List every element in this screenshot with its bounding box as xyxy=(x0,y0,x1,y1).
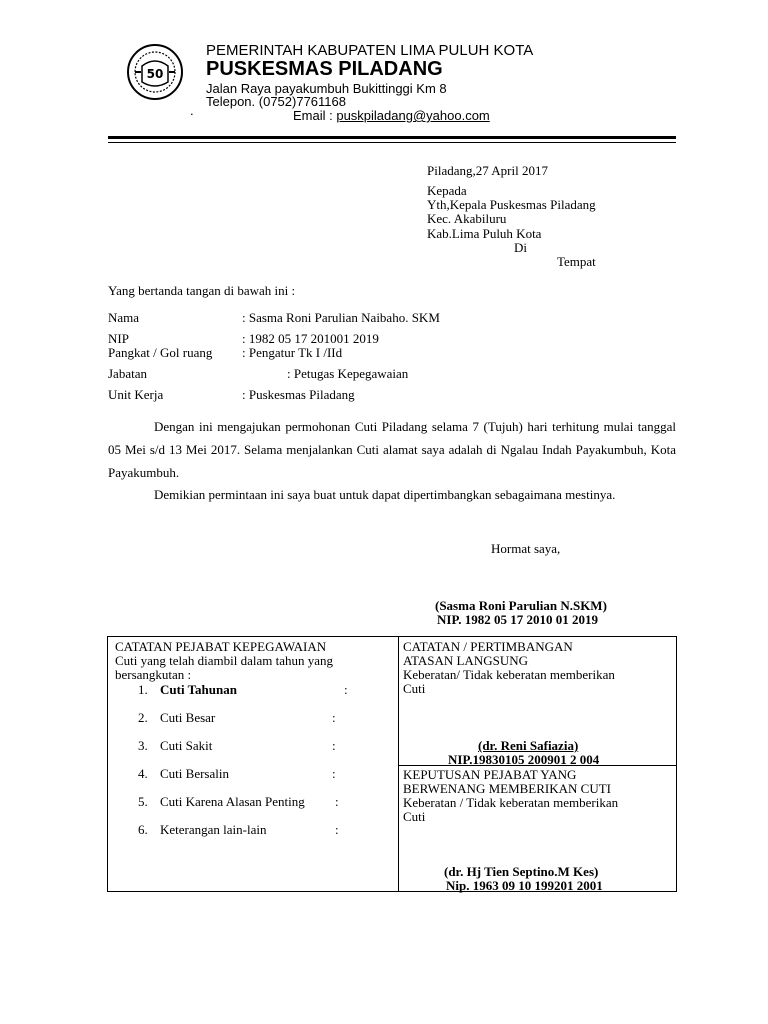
field-pangkat-label: Pangkat / Gol ruang xyxy=(108,345,213,360)
leave-item-label: Cuti Bersalin xyxy=(160,766,229,781)
field-jabatan-value: : Petugas Kepegawaian xyxy=(287,366,409,381)
header-rule-thick xyxy=(108,136,676,139)
recipient-line-4: Kab.Lima Puluh Kota xyxy=(427,226,542,241)
leave-item-colon: : xyxy=(344,682,348,697)
recipient-line-6: Tempat xyxy=(557,254,596,269)
email-line xyxy=(293,108,490,123)
leave-item-num: 3. xyxy=(138,738,148,753)
right-bottom-title-2: BERWENANG MEMBERIKAN CUTI xyxy=(403,781,611,796)
right-top-title-1: CATATAN / PERTIMBANGAN xyxy=(403,639,573,654)
right-bottom-text-1: Keberatan / Tidak keberatan memberikan xyxy=(403,795,619,810)
closing-salutation: Hormat saya, xyxy=(491,541,561,556)
field-nama-value: : Sasma Roni Parulian Naibaho. SKM xyxy=(242,310,440,325)
bullet-dot: . xyxy=(190,103,194,118)
leave-item-num: 4. xyxy=(138,766,148,781)
left-subtitle-2: bersangkutan : xyxy=(115,667,192,682)
regency-seal-logo xyxy=(127,44,183,100)
field-nama-label: Nama xyxy=(108,310,140,325)
email-label: Email : xyxy=(293,108,337,123)
field-unit-label: Unit Kerja xyxy=(108,387,164,402)
right-bottom-text-2: Cuti xyxy=(403,809,426,824)
right-top-text-1: Keberatan/ Tidak keberatan memberikan xyxy=(403,667,615,682)
right-bottom-signer-name: (dr. Hj Tien Septino.M Kes) xyxy=(444,864,599,879)
field-nip-value: : 1982 05 17 201001 2019 xyxy=(242,331,379,346)
intro-text: Yang bertanda tangan di bawah ini : xyxy=(108,283,296,298)
leave-item-colon: : xyxy=(335,822,339,837)
letter-date: Piladang,27 April 2017 xyxy=(427,163,548,178)
left-subtitle-1: Cuti yang telah diambil dalam tahun yang xyxy=(115,653,334,668)
government-name: PEMERINTAH KABUPATEN LIMA PULUH KOTA xyxy=(206,42,534,59)
email-link[interactable]: puskpiladang@yahoo.com xyxy=(336,108,490,123)
right-top-text-2: Cuti xyxy=(403,681,426,696)
recipient-line-1: Kepada xyxy=(427,183,467,198)
right-top-signer-nip: NIP.19830105 200901 2 004 xyxy=(448,752,600,767)
leave-item-colon: : xyxy=(332,766,336,781)
table-vertical-divider xyxy=(398,637,399,891)
header-rule-thin xyxy=(108,142,676,143)
left-title: CATATAN PEJABAT KEPEGAWAIAN xyxy=(115,639,327,654)
leave-item-label: Cuti Sakit xyxy=(160,738,213,753)
recipient-line-5: Di xyxy=(514,240,527,255)
leave-item-label: Cuti Tahunan xyxy=(160,682,237,697)
body-paragraph-1 xyxy=(108,415,676,484)
body-paragraph-2 xyxy=(108,483,676,506)
body-paragraph-2-text: Demikian permintaan ini saya buat untuk dapat dipertimbangkan sebagaimana mestinya. xyxy=(154,487,616,502)
leave-item-label: Keterangan lain-lain xyxy=(160,822,267,837)
signer-nip: NIP. 1982 05 17 2010 01 2019 xyxy=(437,612,598,627)
recipient-line-2: Yth,Kepala Puskesmas Piladang xyxy=(427,197,596,212)
leave-item-label: Cuti Karena Alasan Penting xyxy=(160,794,305,809)
recipient-line-3: Kec. Akabiluru xyxy=(427,211,507,226)
leave-item-num: 2. xyxy=(138,710,148,725)
leave-item-colon: : xyxy=(332,710,336,725)
approval-table xyxy=(107,636,677,892)
field-unit-value: : Puskesmas Piladang xyxy=(242,387,355,402)
leave-item-num: 1. xyxy=(138,682,148,697)
right-top-title-2: ATASAN LANGSUNG xyxy=(403,653,528,668)
field-nip-label: NIP xyxy=(108,331,129,346)
field-pangkat-value: : Pengatur Tk I /IId xyxy=(242,345,343,360)
leave-item-colon: : xyxy=(335,794,339,809)
right-bottom-signer-nip: Nip. 1963 09 10 199201 2001 xyxy=(446,878,603,893)
signer-name: (Sasma Roni Parulian N.SKM) xyxy=(435,598,607,613)
right-top-signer-name: (dr. Reni Safiazia) xyxy=(478,738,579,753)
address-line: Jalan Raya payakumbuh Bukittinggi Km 8 xyxy=(206,81,447,96)
body-paragraph-1-text: Dengan ini mengajukan permohonan Cuti Piladang selama 7 (Tujuh) hari terhitung mulai tanggal 05 Mei s/d 13 Mei 2017. Selama menjalankan Cuti alamat saya adalah di Ngalau Indah Payakumbuh, Kota Payakumbuh. xyxy=(108,419,676,480)
leave-item-label: Cuti Besar xyxy=(160,710,216,725)
leave-item-num: 6. xyxy=(138,822,148,837)
right-bottom-title-1: KEPUTUSAN PEJABAT YANG xyxy=(403,767,577,782)
leave-item-colon: : xyxy=(332,738,336,753)
institution-name: PUSKESMAS PILADANG xyxy=(206,58,443,80)
leave-item-num: 5. xyxy=(138,794,148,809)
phone-line: Telepon. (0752)7761168 xyxy=(206,94,346,109)
field-jabatan-label: Jabatan xyxy=(108,366,147,381)
seal-number: 50 xyxy=(146,67,164,81)
